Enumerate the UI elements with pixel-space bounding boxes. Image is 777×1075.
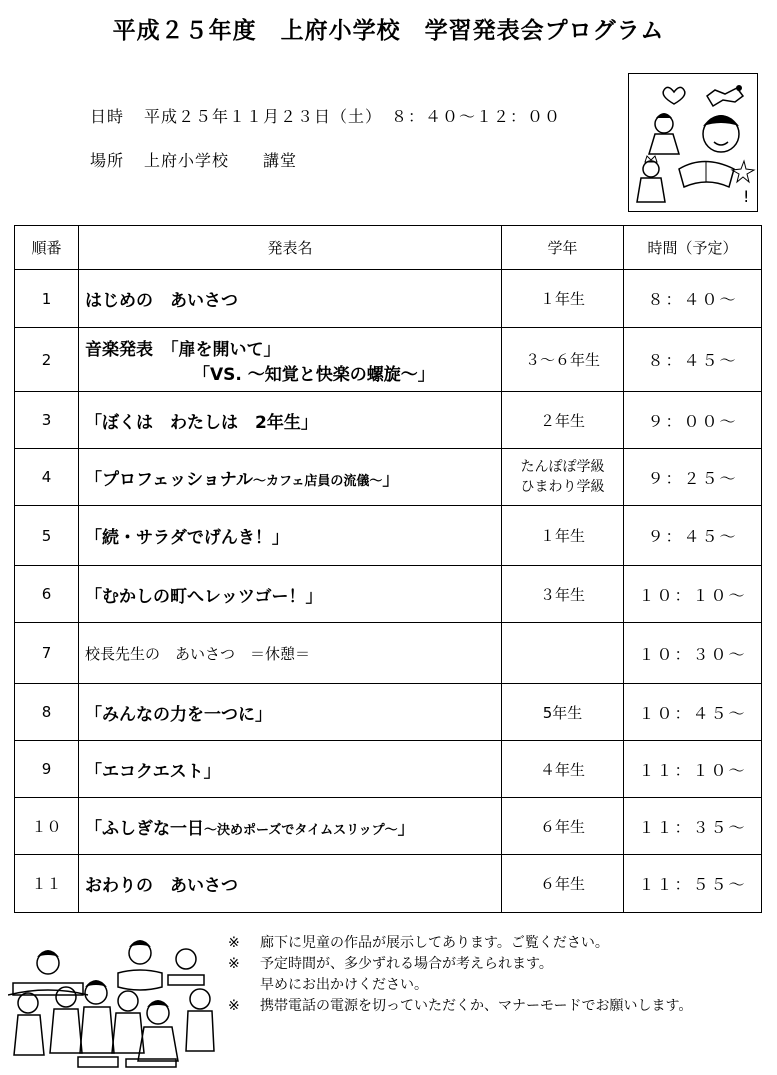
row-name-end: 」 [382, 469, 400, 490]
row-grade: 5年生 [502, 684, 624, 741]
header-grade: 学年 [502, 226, 624, 270]
table-row [15, 328, 762, 392]
row-num: 4 [15, 449, 79, 506]
table-row [15, 684, 762, 741]
table-row [15, 506, 762, 566]
header-num: 順番 [15, 226, 79, 270]
row-name: 「エコクエスト」 [79, 741, 502, 798]
row-time: １１：５５～ [624, 855, 762, 913]
table-row [15, 270, 762, 328]
row-name [79, 328, 502, 392]
row-name: おわりの あいさつ [79, 855, 502, 913]
row-num: 6 [15, 566, 79, 623]
row-num: 5 [15, 506, 79, 566]
row-name: 「続・サラダでげんき！」 [79, 506, 502, 566]
row-grade-line1: たんぽぽ学級 [520, 459, 605, 475]
row-grade: １年生 [502, 506, 624, 566]
svg-text:!: ! [743, 187, 750, 206]
note-item [228, 933, 692, 954]
row-name-sub: ～決めポーズでタイムスリップ～ [204, 822, 398, 838]
table-row [15, 392, 762, 449]
header-name: 発表名 [79, 226, 502, 270]
row-time: １０：４５～ [624, 684, 762, 741]
row-name-line2: 「VS. ～知覚と快楽の螺旋～」 [193, 364, 435, 385]
row-num: 7 [15, 623, 79, 684]
row-name-line1: 音楽発表 「扉を開いて」 [85, 339, 281, 360]
row-name-main: 「プロフェッショナル [85, 469, 253, 490]
row-time: １０：１０～ [624, 566, 762, 623]
place-label: 場所 [90, 151, 125, 170]
row-num: １０ [15, 798, 79, 855]
row-name [79, 449, 502, 506]
page-title: 平成２５年度 上府小学校 学習発表会プログラム [112, 18, 665, 44]
children-illustration-image [8, 935, 218, 1070]
note-text: 携帯電話の電源を切っていただくか、マナーモードでお願いします。 [260, 998, 693, 1014]
date-label: 日時 [90, 107, 125, 126]
table-row [15, 623, 762, 684]
place-value: 上府小学校 講堂 [144, 151, 298, 170]
row-name: はじめの あいさつ [79, 270, 502, 328]
date-value: 平成２５年１１月２３日（土） ８：４０～１２：００ [144, 107, 562, 126]
row-time: １１：３５～ [624, 798, 762, 855]
row-name: 「むかしの町へレッツゴー！」 [79, 566, 502, 623]
note-text: 予定時間が、多少ずれる場合が考えられます。 [260, 956, 553, 972]
row-time: ９：００～ [624, 392, 762, 449]
row-name: 「みんなの力を一つに」 [79, 684, 502, 741]
row-time: ８：４５～ [624, 328, 762, 392]
row-name-sub: ～カフェ店員の流儀～ [252, 473, 383, 489]
row-time: １１：１０～ [624, 741, 762, 798]
storybook-illustration-image [629, 74, 757, 211]
row-time: ８：４０～ [624, 270, 762, 328]
note-mark: ※ [228, 935, 240, 951]
row-time: １０：３０～ [624, 623, 762, 684]
table-row [15, 855, 762, 913]
row-num: １１ [15, 855, 79, 913]
table-row [15, 449, 762, 506]
note-item [228, 975, 692, 996]
row-num: 9 [15, 741, 79, 798]
note-mark: ※ [228, 998, 240, 1014]
table-row [15, 798, 762, 855]
row-num: 1 [15, 270, 79, 328]
row-name-end: 」 [397, 818, 415, 839]
note-item [228, 996, 692, 1017]
row-grade [502, 623, 624, 684]
note-text: 早めにお出かけください。 [260, 977, 428, 993]
row-num: 2 [15, 328, 79, 392]
note-item [228, 954, 692, 975]
row-grade: ２年生 [502, 392, 624, 449]
note-mark: ※ [228, 956, 240, 972]
children-illustration [8, 935, 218, 1070]
storybook-illustration [628, 73, 758, 212]
notes-section [228, 933, 692, 1017]
row-grade [502, 449, 624, 506]
row-grade: ３～６年生 [502, 328, 624, 392]
note-text: 廊下に児童の作品が展示してあります。ご覧ください。 [260, 935, 609, 951]
row-num: 8 [15, 684, 79, 741]
row-grade-line2: ひまわり学級 [520, 479, 605, 495]
row-grade: ３年生 [502, 566, 624, 623]
header-time: 時間（予定） [624, 226, 762, 270]
row-name [79, 798, 502, 855]
table-row [15, 741, 762, 798]
program-table [14, 225, 762, 913]
row-grade: ４年生 [502, 741, 624, 798]
row-grade: ６年生 [502, 798, 624, 855]
row-time: ９：２５～ [624, 449, 762, 506]
row-num: 3 [15, 392, 79, 449]
table-row [15, 566, 762, 623]
row-grade: ６年生 [502, 855, 624, 913]
row-time: ９：４５～ [624, 506, 762, 566]
row-grade: １年生 [502, 270, 624, 328]
row-name: 校長先生の あいさつ ＝休憩＝ [79, 623, 502, 684]
table-header-row [15, 226, 762, 270]
row-name-main: 「ふしぎな一日 [85, 818, 204, 839]
event-place [90, 148, 297, 171]
row-name: 「ぼくは わたしは 2年生」 [79, 392, 502, 449]
event-date [90, 104, 561, 127]
